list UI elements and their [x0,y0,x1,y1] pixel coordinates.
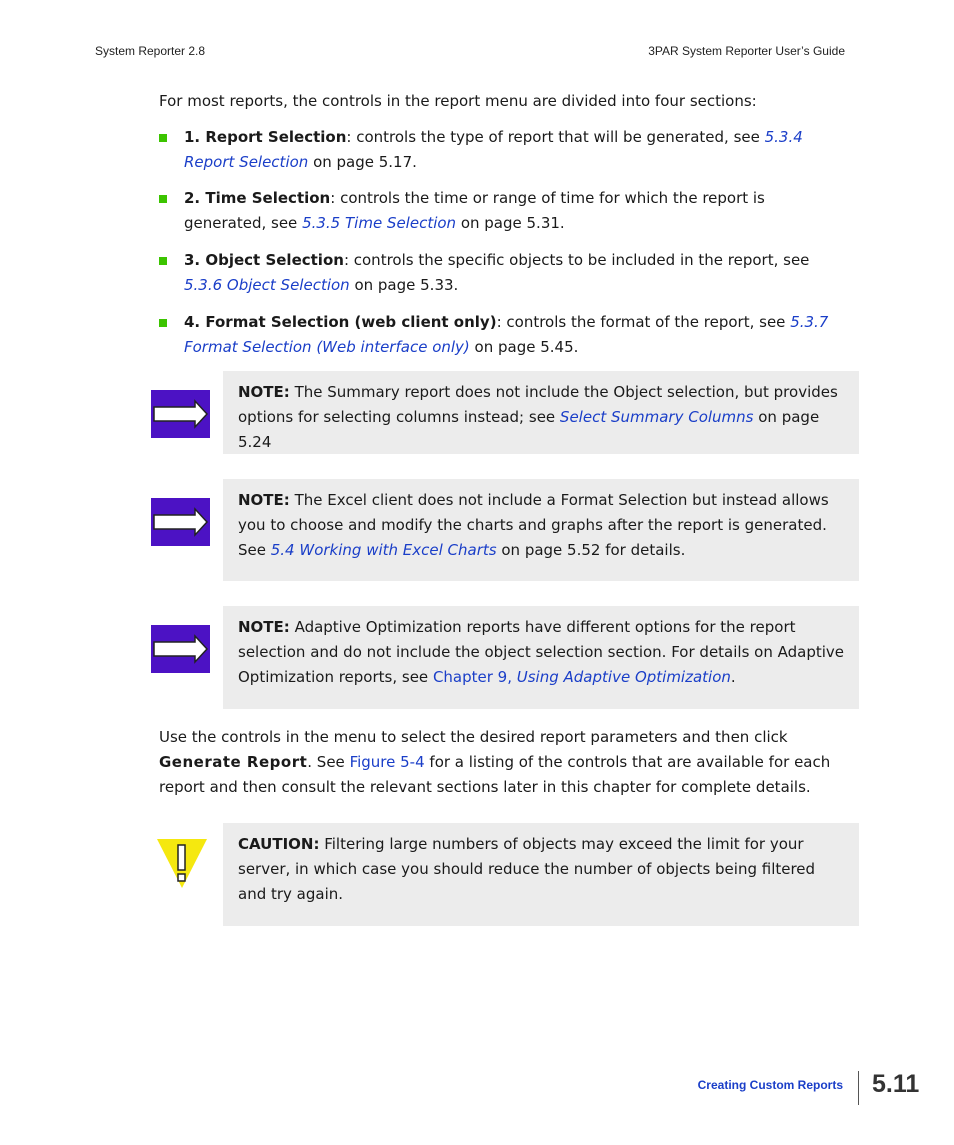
note-label: NOTE: [238,618,290,636]
intro-paragraph: For most reports, the controls in the report menu are divided into four sections: [159,92,757,110]
note-box-excel: NOTE: The Excel client does not include a Format Selection but instead allows you to choose and modify the charts and graphs after the report is generated. See 5.4 Working with Excel Charts on page 5.52 for details. [223,479,859,581]
link-select-summary-columns[interactable]: Select Summary Columns [559,408,754,426]
running-header-right: 3PAR System Reporter User’s Guide [648,44,845,58]
footer-divider [858,1071,859,1105]
bullet-marker-icon [159,319,167,327]
link-chapter-9[interactable]: Chapter 9, [432,668,517,686]
bullet-title: 3. Object Selection [184,251,344,269]
link-adaptive-optimization[interactable]: Using Adaptive Optimization [516,668,731,686]
note-box-adaptive: NOTE: Adaptive Optimization reports have different options for the report selection and do not include the object selection section. For details on Adaptive Optimization reports, see Chapter 9, Using Adaptive Optimization. [223,606,859,709]
generate-report-term: Generate Report [159,753,308,771]
link-figure-5-4[interactable]: Figure 5-4 [349,753,425,771]
link-object-selection[interactable]: 5.3.6 Object Selection [184,276,350,294]
note-arrow-icon [151,390,210,438]
page-number: 5.11 [872,1070,920,1098]
generate-paragraph: Use the controls in the menu to select the desired report parameters and then click Generate Report. See Figure 5-4 for a listing of the controls that are available for each report and then consult the relevant sections later in this chapter for complete details. [159,728,831,796]
note-label: NOTE: [238,491,290,509]
note-box-summary: NOTE: The Summary report does not include the Object selection, but provides options for selecting columns instead; see Select Summary Columns on page 5.24 [223,371,859,454]
bullet-title: 4. Format Selection (web client only) [184,313,497,331]
link-format-selection[interactable]: 5.3.7 Format Selection (Web interface only) [184,313,829,356]
caution-box: CAUTION: Filtering large numbers of objects may exceed the limit for your server, in which case you should reduce the number of objects being filtered and try again. [223,823,859,926]
bullet-title: 1. Report Selection [184,128,347,146]
caution-warning-icon [156,838,208,890]
bullet-marker-icon [159,195,167,203]
caution-label: CAUTION: [238,835,320,853]
note-arrow-icon [151,498,210,546]
running-header-left: System Reporter 2.8 [95,44,206,58]
link-report-selection[interactable]: 5.3.4 Report Selection [184,128,803,171]
bullet-marker-icon [159,257,167,265]
link-excel-charts[interactable]: 5.4 Working with Excel Charts [270,541,497,559]
note-arrow-icon [151,625,210,673]
note-label: NOTE: [238,383,290,401]
footer-section-title: Creating Custom Reports [697,1078,843,1092]
bullet-marker-icon [159,134,167,142]
link-time-selection[interactable]: 5.3.5 Time Selection [302,214,457,232]
bullet-title: 2. Time Selection [184,189,331,207]
